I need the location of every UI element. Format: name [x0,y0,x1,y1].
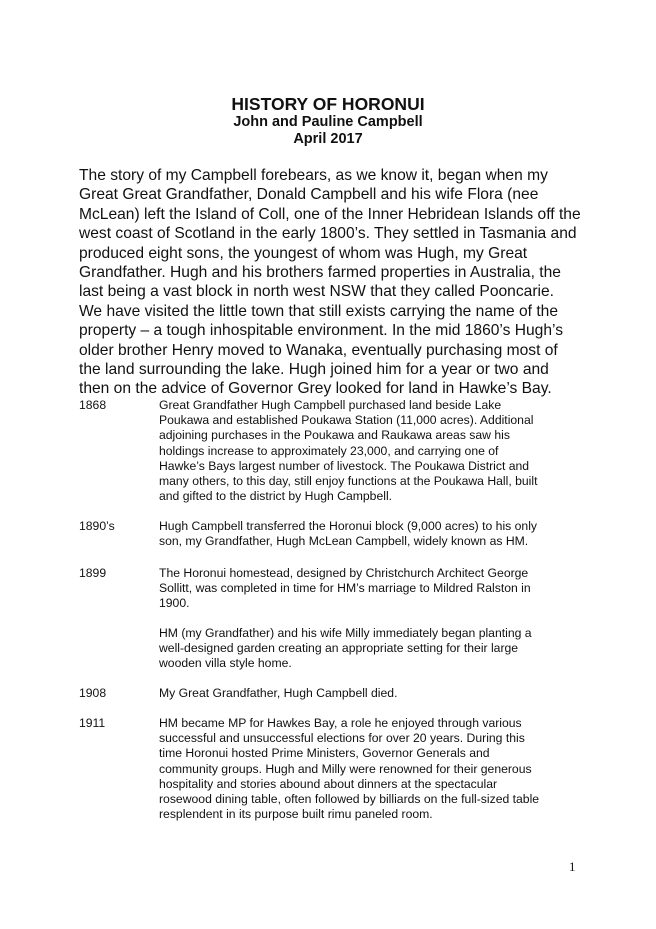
entry-line: My Great Grandfather, Hugh Campbell died. [159,686,398,700]
entry-line: Sollitt, was completed in time for HM’s marriage to Mildred Ralston in [159,581,531,596]
intro-line: Grandfather. Hugh and his brothers farmed properties in Australia, the [79,264,561,282]
entry-line: son, my Grandfather, Hugh McLean Campbell, widely known as HM. [159,534,529,549]
intro-line: then on the advice of Governor Grey looked for land in Hawke’s Bay. [79,380,552,398]
intro-line: Great Great Grandfather, Donald Campbell and his wife Flora (nee [79,186,539,204]
intro-paragraph [79,166,581,399]
entry-line: Poukawa and established Poukawa Station (11,000 acres). Additional [159,413,534,428]
document-title: HISTORY OF HORONUI [231,94,425,114]
entry-text [159,626,589,672]
entry-line: successful and unsuccessful elections for over 20 years. During this [159,731,525,746]
entry-text [159,686,589,701]
entry-year: 1908 [79,686,107,700]
entry-line: HM became MP for Hawkes Bay, a role he enjoyed through various [159,716,522,730]
entry-text [159,519,589,549]
document-authors: John and Pauline Campbell [233,114,423,130]
entry-line: Great Grandfather Hugh Campbell purchased land beside Lake [159,398,502,412]
intro-line: the land surrounding the lake. Hugh joined him for a year or two and [79,361,549,379]
intro-line: The story of my Campbell forebears, as we know it, began when my [79,167,548,184]
entry-line: HM (my Grandfather) and his wife Milly immediately began planting a [159,626,532,640]
entry-line: 1900. [159,596,190,611]
intro-line: McLean) left the Island of Coll, one of the Inner Hebridean Islands off the [79,205,581,223]
entry-line: Hawke’s Bays largest number of livestock. The Poukawa District and [159,458,530,473]
entry-line: holdings increase to approximately 23,000, and carrying one of [159,443,499,458]
entry-line: and gifted to the district by Hugh Campbell. [159,489,393,504]
entry-line: hospitality and stories abound about dinners at the spectacular [159,776,498,791]
entry-line: The Horonui homestead, designed by Christchurch Architect George [159,566,529,580]
entry-line: community groups. Hugh and Milly were renowned for their generous [159,761,532,776]
page-number: 1 [569,859,576,874]
intro-line: last being a vast block in north west NSW that they called Pooncarie. [79,283,554,301]
entry-text [159,716,589,822]
entry-line: rosewood dining table, often followed by billiards on the full-sized table [159,792,540,807]
entry-line: Hugh Campbell transferred the Horonui block (9,000 acres) to his only [159,519,538,533]
entry-line: many others, to this day, still enjoy functions at the Poukawa Hall, built [159,474,538,489]
entry-year: 1911 [79,716,106,730]
entry-line: well-designed garden creating an appropriate setting for their large [159,641,519,656]
entry-text [159,566,589,612]
entry-line: wooden villa style home. [159,656,292,671]
entry-year: 1890’s [79,519,115,533]
intro-line: west coast of Scotland in the early 1800’s. They settled in Tasmania and [79,225,577,243]
entry-year: 1868 [79,398,107,412]
title-block [0,94,656,148]
entry-line: resplendent in its purpose built rimu paneled room. [159,807,433,822]
entry-text [159,398,589,504]
entry-line: time Horonui hosted Prime Ministers, Governor Generals and [159,746,490,761]
intro-line: We have visited the little town that still exists carrying the name of the [79,302,559,320]
intro-line: older brother Henry moved to Wanaka, eventually purchasing most of [79,341,558,359]
intro-line: property – a tough inhospitable environment. In the mid 1860’s Hugh’s [79,322,564,340]
entry-line: adjoining purchases in the Poukawa and Raukawa areas saw his [159,428,510,443]
entry-year: 1899 [79,566,107,580]
document-date: April 2017 [293,131,363,147]
intro-line: produced eight sons, the youngest of whom was Hugh, my Great [79,244,528,262]
